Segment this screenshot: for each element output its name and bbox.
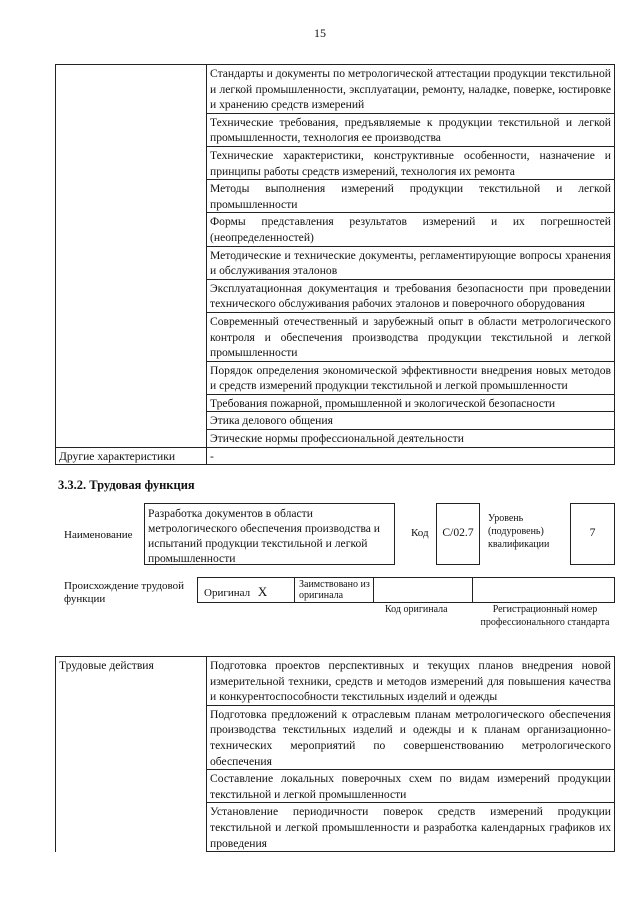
reg-number-box: [472, 577, 615, 603]
reg-number-caption: Регистрационный номер профессионального стандарта: [480, 604, 610, 628]
knowledge-label-cell: [56, 65, 207, 448]
page-number: 15: [314, 26, 326, 40]
action-row: Установление периодичности поверок средств измерений продукции текстильной и легкой промышленности и разработка календарных графиков их проведения: [207, 803, 615, 852]
origin-label: Происхождение трудовой функции: [64, 580, 185, 605]
function-name: Разработка документов в области метрологического обеспечения производства и испытаний продукции текстильной и легкой промышленности: [144, 503, 395, 565]
knowledge-row: Порядок определения экономической эффективности внедрения новых методов и средств измерений продукции текстильной и легкой промышленности: [207, 361, 615, 394]
actions-label: Трудовые действия: [56, 657, 207, 852]
knowledge-row: Технические характеристики, конструктивные особенности, назначение и принципы работы средств измерений, технология их ремонта: [207, 146, 615, 179]
knowledge-row: Современный отечественный и зарубежный опыт в области метрологического контроля и обеспечения производства продукции текстильной и легкой промышленности: [207, 312, 615, 361]
action-row: Подготовка проектов перспективных и текущих планов внедрения новой измерительной техники, средств и методов измерений для повышения качества и конкурентоспособности текстильных изделий и одежды: [207, 657, 615, 706]
level-value: 7: [570, 503, 615, 565]
other-characteristics-value: -: [207, 447, 615, 465]
original-label: Оригинал: [204, 587, 251, 599]
original-mark: X: [257, 584, 268, 599]
code-original-caption: Код оригинала: [385, 604, 448, 615]
code-original-box: [373, 577, 473, 603]
section-title: 3.3.2. Трудовая функция: [58, 478, 195, 492]
actions-table: [55, 656, 615, 852]
action-row: Составление локальных поверочных схем по видам измерений продукции текстильной и легкой промышленности: [207, 770, 615, 803]
knowledge-row: Методические и технические документы, регламентирующие вопросы хранения и обслуживания эталонов: [207, 246, 615, 279]
name-label: Наименование: [64, 529, 133, 541]
code-label: Код: [411, 527, 429, 539]
knowledge-row: Технические требования, предъявляемые к продукции текстильной и легкой промышленности, технология ее производства: [207, 113, 615, 146]
borrowed-box: Заимствовано из оригинала: [294, 577, 374, 603]
function-code: C/02.7: [436, 503, 480, 565]
knowledge-row: Стандарты и документы по метрологической аттестации продукции текстильной и легкой промышленности, эксплуатации, ремонту, наладке, поверке, юстировке и хранению средств измерений: [207, 65, 615, 114]
knowledge-table: [55, 64, 615, 465]
level-label: Уровень (подуровень) квалификации: [488, 513, 550, 550]
knowledge-row: Методы выполнения измерений продукции текстильной и легкой промышленности: [207, 180, 615, 213]
action-row: Подготовка предложений к отраслевым планам метрологического обеспечения производства текстильных изделий и одежды и к планам организационно-технических мероприятий по совершенствованию метрологического обеспечения: [207, 705, 615, 769]
knowledge-row: Требования пожарной, промышленной и экологической безопасности: [207, 394, 615, 412]
knowledge-row: Эксплуатационная документация и требования безопасности при проведении технического обслуживания рабочих эталонов и поверочного оборудования: [207, 279, 615, 312]
original-box: [197, 577, 295, 603]
knowledge-row: Этические нормы профессиональной деятельности: [207, 430, 615, 448]
knowledge-row: Этика делового общения: [207, 412, 615, 430]
knowledge-row: Формы представления результатов измерений и их погрешностей (неопределенностей): [207, 213, 615, 246]
other-characteristics-label: Другие характеристики: [56, 447, 207, 465]
